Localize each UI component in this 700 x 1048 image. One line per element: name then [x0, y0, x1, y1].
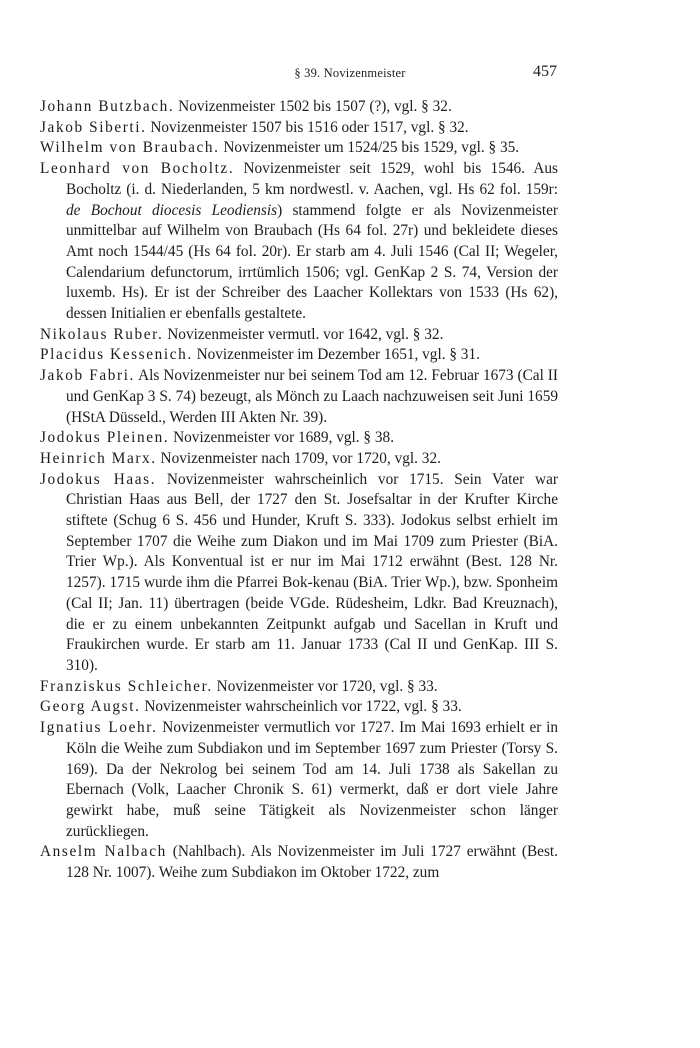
- entry-name: Johann Butzbach.: [40, 98, 175, 115]
- entry-schleicher: [40, 677, 558, 698]
- entry-loehr: [40, 718, 558, 842]
- entry-name: Jodokus Pleinen.: [40, 429, 170, 447]
- entry-name: Jakob Fabri.: [40, 367, 135, 385]
- entry-text: Novizenmeister wahrscheinlich vor 1715. Sein Vater war Christian Haas aus Bell, der 1727 den St. Josefsaltar in der Krufter Kirche stiftete (Schug 6 S. 456 und Hunder, Kruft S. 333). Jodokus selbst erhielt im September 1707 die Weihe zum Diakon und im Mai 1709 zum Priester (BiA. Trier Wp.). Als Konventual ist er nur im Mai 1712 erwähnt (Best. 128 Nr. 1257). 1715 wurde ihm die Pfarrei Bok-kenau (BiA. Trier Wp.), bzw. Sponheim (Cal II; Jan. 11) übertragen (beide VGde. Rüdesheim, Ldkr. Bad Kreuznach), die er zu einem unbekannten Zeitpunkt aufgab und Sacellan in Kruft und Fraukirchen wurde. Er starb am 11. Januar 1733 (Cal II und GenKap. III S. 310).: [66, 470, 558, 674]
- entry-siberti: [40, 118, 558, 139]
- entry-bocholtz: [40, 159, 558, 325]
- entry-name: Leonhard von Bocholtz.: [40, 160, 235, 178]
- entry-italic-quote: de Bochout diocesis Leodiensis: [66, 201, 278, 219]
- entry-name: Nikolaus Ruber.: [40, 325, 164, 343]
- entry-text: Novizenmeister wahrscheinlich vor 1722, vgl. § 33.: [140, 698, 462, 716]
- entry-fabri: [40, 366, 558, 428]
- entry-text: Novizenmeister seit 1529, wohl bis 1546. Aus Bocholtz (i. d. Niederlanden, 5 km nordwestl. v. Aachen, vgl. Hs 62 fol. 159r:: [66, 160, 558, 198]
- entry-braubach: [40, 138, 558, 159]
- entry-name: Jakob Siberti.: [40, 118, 147, 136]
- entry-name: Ignatius Loehr.: [40, 719, 158, 737]
- entry-haas: [40, 470, 558, 677]
- entry-butzbach: [40, 97, 558, 118]
- page-number: 457: [533, 63, 557, 80]
- entry-text: Als Novizenmeister nur bei seinem Tod am 12. Februar 1673 (Cal II und GenKap 3 S. 74) bezeugt, als Mönch zu Laach nachzuweisen seit Juni 1659 (HStA Düsseld., Werden III Akten Nr. 39).: [66, 367, 558, 426]
- running-head: [0, 63, 700, 85]
- entry-text: Novizenmeister vor 1720, vgl. § 33.: [212, 677, 438, 695]
- entry-name: Wilhelm von Braubach.: [40, 139, 220, 157]
- entry-text: Novizenmeister vor 1689, vgl. § 38.: [169, 429, 395, 447]
- entry-name: Anselm Nalbach: [40, 843, 167, 861]
- entry-text: Novizenmeister im Dezember 1651, vgl. § 31.: [192, 346, 480, 364]
- entry-name: Franziskus Schleicher.: [40, 677, 213, 695]
- entry-text: Novizenmeister um 1524/25 bis 1529, vgl. § 35.: [219, 139, 520, 157]
- entry-ruber: [40, 325, 558, 346]
- entry-text: Novizenmeister 1502 bis 1507 (?), vgl. § 32.: [174, 98, 452, 115]
- entry-text: Novizenmeister vermutlich vor 1727. Im Mai 1693 erhielt er in Köln die Weihe zum Subdiakon und im September 1697 zum Priester (Torsy S. 169). Da der Nekrolog bei seinem Tod am 14. Juli 1738 als Sakellan zu Ebernach (Volk, Laacher Chronik S. 61) vermerkt, daß er dort viele Jahre gewirkt habe, muß seine Tätigkeit als Novizenmeister schon länger zurückliegen.: [66, 719, 558, 840]
- entry-name: Jodokus Haas.: [40, 470, 157, 488]
- entry-text: Novizenmeister 1507 bis 1516 oder 1517, vgl. § 32.: [146, 118, 469, 136]
- entry-kessenich: [40, 345, 558, 366]
- entry-marx: [40, 449, 558, 470]
- entry-name: Placidus Kessenich.: [40, 346, 193, 364]
- entry-text: (Nahlbach). Als Novizenmeister im Juli 1727 erwähnt (Best. 128 Nr. 1007). Weihe zum Subdiakon im Oktober 1722, zum: [66, 843, 558, 882]
- entry-augst: [40, 697, 558, 718]
- entry-name: Heinrich Marx.: [40, 449, 157, 467]
- entry-name: Georg Augst.: [40, 698, 141, 716]
- entry-pleinen: [40, 428, 558, 449]
- running-title: § 39. Novizenmeister: [294, 66, 406, 80]
- entry-nalbach: [40, 842, 558, 883]
- entry-text: Novizenmeister nach 1709, vor 1720, vgl. 32.: [156, 449, 441, 467]
- entry-text-continued: ) stammend folgte er als Novizenmeister unmittelbar auf Wilhelm von Braubach (Hs 64 fol. 27r) und bekleidete dieses Amt noch 1544/45 (Hs 64 fol. 20r). Er starb am 4. Juli 1546 (Cal II; Wegeler, Calendarium defunctorum, irrtümlich 1506; vgl. GenKap 2 S. 74, Version der luxemb. Hs). Er ist der Schreiber des Laacher Kollektars von 1533 (Hs 62), dessen Initialien er ebenfalls gestaltete.: [66, 201, 559, 323]
- entry-list: [40, 97, 558, 884]
- entry-text: Novizenmeister vermutl. vor 1642, vgl. § 32.: [163, 325, 444, 343]
